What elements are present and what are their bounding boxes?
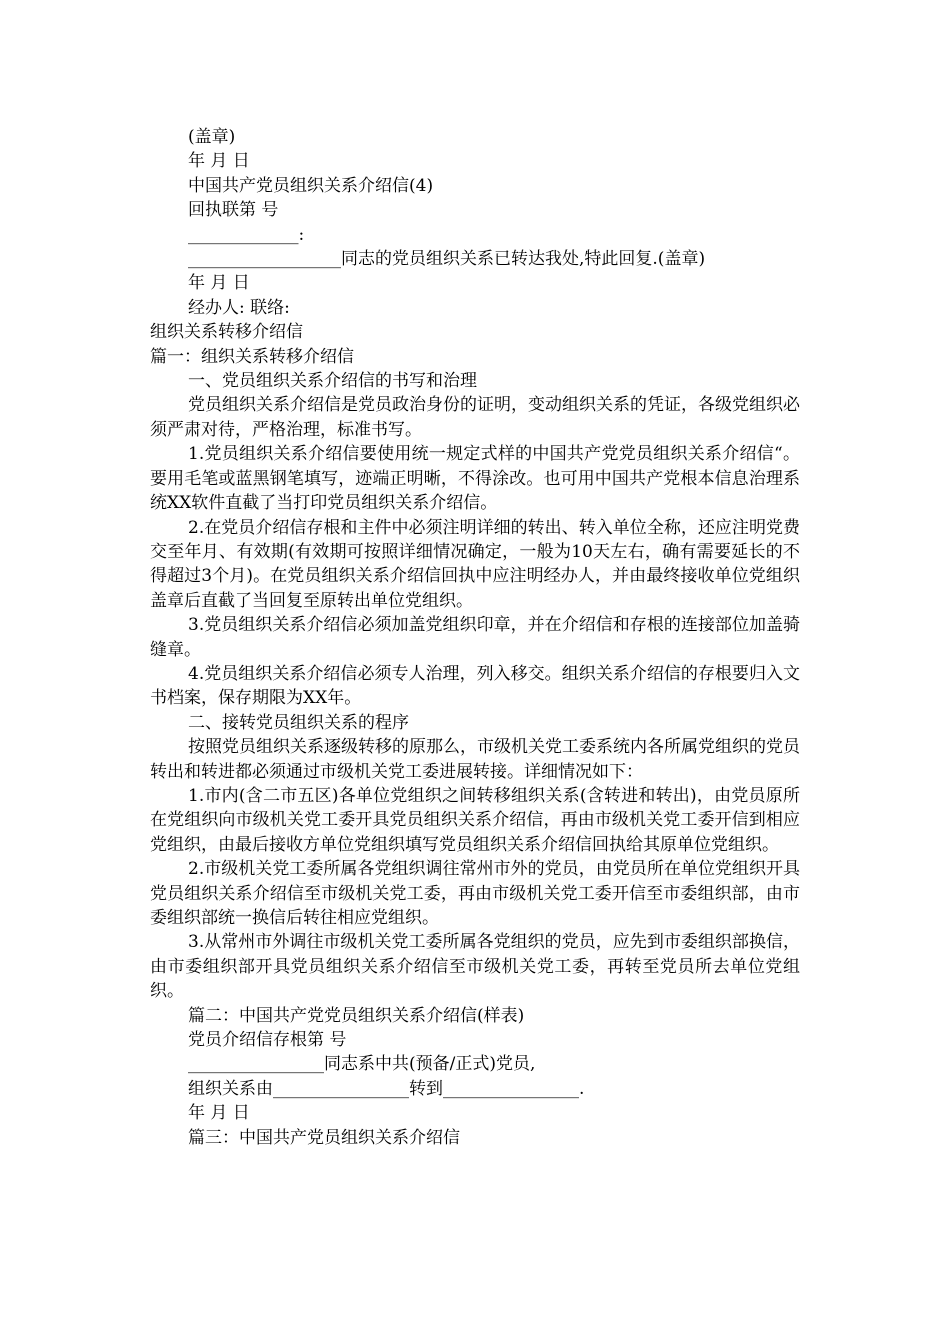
part-two-title: 篇二：中国共产党党员组织关系介绍信(样表) (188, 1005, 525, 1026)
member-status-line: ________________同志系中共(预备/正式)党员, (188, 1054, 536, 1075)
paragraph: 2.市级机关党工委所属各党组织调往常州市外的党员，由党员所在单位党组织开具党员组织关系介绍信至市级机关党工委，再由市级机关党工委开信至市委组织部，由市委组织部统一换信后转往相应党组织。 (150, 859, 800, 928)
paragraph: 4.党员组织关系介绍信必须专人治理，列入移交。组织关系介绍信的存根要归入文书档案，保存期限为XX年。 (150, 663, 800, 709)
paragraph: 党员组织关系介绍信是党员政治身份的证明，变动组织关系的凭证，各级党组织必须严肃对待，严格治理，标准书写。 (150, 395, 800, 440)
addressee-blank: _____________: (188, 224, 305, 245)
receipt-statement: __________________同志的党员组织关系已转达我处,特此回复.(盖章) (188, 249, 706, 270)
date-line: 年 月 日 (188, 151, 250, 172)
receipt-number: 回执联第 号 (188, 200, 279, 221)
part-one-title: 篇一：组织关系转移介绍信 (150, 346, 354, 367)
stub-number: 党员介绍信存根第 号 (188, 1030, 347, 1051)
date-line: 年 月 日 (188, 273, 250, 294)
paragraph: 3.从常州市外调往市级机关党工委所属各党组织的党员，应先到市委组织部换信，由市委组织部开具党员组织关系介绍信至市级机关党工委，再转至党员所去单位党组织。 (150, 932, 800, 1002)
section-one-title: 一、党员组织关系介绍信的书写和治理 (188, 371, 477, 392)
letter-title: 中国共产党员组织关系介绍信(4) (188, 175, 434, 196)
paragraph: 1.市内(含二市五区)各单位党组织之间转移组织关系(含转进和转出)，由党员原所在党组织向市级机关党工委开具党员组织关系介绍信，再由市级机关党工委开信到相应党组织，由最后接收方单位党组织填写党员组织关系介绍信回执给其原单位党组织。 (150, 785, 800, 855)
section-two-title: 二、接转党员组织关系的程序 (188, 712, 409, 733)
date-line: 年 月 日 (188, 1103, 250, 1124)
part-three-title: 篇三：中国共产党员组织关系介绍信 (188, 1127, 460, 1148)
paragraph: 3.党员组织关系介绍信必须加盖党组织印章，并在介绍信和存根的连接部位加盖骑缝章。 (150, 615, 800, 660)
paragraph: 按照党员组织关系逐级转移的原那么，市级机关党工委系统内各所属党组织的党员转出和转进都必须通过市级机关党工委进展转接。详细情况如下： (150, 737, 800, 782)
seal-note: (盖章) (188, 127, 236, 147)
paragraph: 2.在党员介绍信存根和主件中必须注明详细的转出、转入单位全称，还应注明党费交至年月、有效期(有效期可按照详细情况确定，一般为10天左右，确有需要延长的不得超过3个月)。在党员组织关系介绍信回执中应注明经办人，并由最终接收单位党组织盖章后直截了当回复至原转出单位党组织。 (150, 517, 800, 611)
document-page (150, 125, 800, 1150)
document-title: 组织关系转移介绍信 (150, 322, 303, 343)
transfer-line: 组织关系由________________转到________________. (188, 1078, 585, 1099)
paragraph: 1.党员组织关系介绍信要使用统一规定式样的中国共产党党员组织关系介绍信“。要用毛笔或蓝黑钢笔填写，迹端正明晰，不得涂改。也可用中国共产党根本信息治理系统XX软件直截了当打印党员组织关系介绍信。 (150, 444, 800, 514)
handler-contact: 经办人: 联络: (188, 297, 290, 318)
